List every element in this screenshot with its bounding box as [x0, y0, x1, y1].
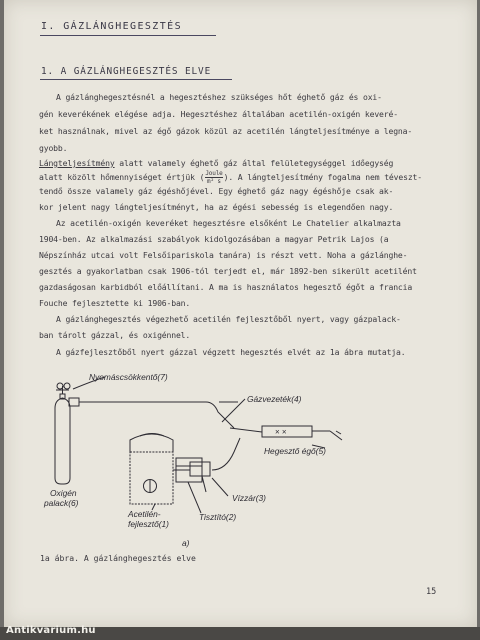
- p3-line-4: gesztés a gyakorlatban csak 1906-tól terjedt el, már 1892-ben sikerült acetilént: [39, 266, 417, 276]
- label-generator-2: fejlesztő(1): [128, 519, 169, 529]
- figure-caption: 1a ábra. A gázlánghegesztés elve: [40, 553, 196, 563]
- label-pressure-reducer: Nyomáscsökkentő(7): [89, 372, 168, 382]
- acetylene-hose: [212, 438, 240, 470]
- p2-line-1-rest: alatt valamely éghető gáz által felületegységgel időegység: [114, 158, 394, 168]
- p3-line-6: Fouche fejlesztette ki 1906-ban.: [39, 298, 191, 308]
- acetylene-generator-icon: [130, 434, 190, 505]
- p1-line-2: gén keverékének elégése adja. Hegesztéshez általában acetilén-oxigén keveré-: [39, 109, 398, 119]
- p3-line-1: Az acetilén-oxigén keveréket hegesztésre elsőként Le Chatelier alkalmazta: [56, 218, 401, 228]
- p3-line-2: 1904-ben. Az alkalmazási szabályok kidolgozásában a magyar Petrik Lajos (a: [39, 234, 389, 244]
- label-welding-torch: Hegesztő égő(5): [264, 446, 326, 456]
- unit-denominator: m² s: [207, 178, 221, 185]
- p1-line-4: gyobb.: [39, 143, 68, 153]
- page-number: 15: [426, 587, 437, 597]
- p3-line-3: Népszínház utcai volt Felsőipariskola tanára) is részt vett. Noha a gázlánghe-: [39, 250, 408, 260]
- torch-marks: × ×: [275, 427, 287, 437]
- purifier-leader: [188, 482, 201, 513]
- p2-line-2-post: ). A lángteljesítmény fogalma nem téveszt-: [223, 172, 422, 182]
- term-langteljesitmeny: Lángteljesítmény: [39, 158, 115, 168]
- label-gas-hose: Gázvezeték(4): [247, 394, 302, 404]
- section-title: 1. A GÁZLÁNGHEGESZTÉS ELVE: [41, 66, 212, 77]
- hose-joint: [230, 428, 262, 432]
- welding-torch-icon: [262, 426, 342, 440]
- label-purifier: Tisztító(2): [199, 512, 237, 522]
- label-water-seal: Vízzár(3): [232, 493, 266, 503]
- p2-line-4: kor jelent nagy lángteljesítményt, ha az égési sebesség is elegendően nagy.: [39, 202, 394, 212]
- p3-line-5: gazdaságosan karbidból előállítani. A ma is használatos hegesztő égőt a francia: [39, 282, 413, 292]
- unit-numerator: Joule: [205, 170, 223, 177]
- p2-line-3: tendő össze valamely gáz égéshőjével. Egy éghető gáz nagy égéshője csak ak-: [39, 186, 394, 196]
- p4-line-1: A gázlánghegesztés végezhető acetilén fejlesztőből nyert, vagy gázpalack-: [56, 314, 401, 324]
- label-subfigure: a): [182, 538, 190, 548]
- label-generator-1: Acetilén-: [128, 509, 161, 519]
- label-oxygen-cylinder-1: Oxigén: [50, 488, 77, 498]
- oxygen-cylinder-icon: [55, 386, 70, 484]
- p1-line-3: ket használnak, mivel az égő gázok közül az acetilén lángteljesítménye a legna-: [39, 126, 413, 136]
- water-seal-leader: [212, 478, 228, 496]
- p4-line-2: ban tárolt gázzal, és oxigénnel.: [39, 330, 191, 340]
- watermark: Antikvarium.hu: [6, 625, 96, 636]
- chapter-title: I. GÁZLÁNGHEGESZTÉS: [41, 21, 182, 32]
- oxygen-hose: [86, 402, 234, 428]
- p2-line-2-pre: alatt közölt hőmennyiséget értjük (: [39, 172, 205, 182]
- label-oxygen-cylinder-2: palack(6): [44, 498, 79, 508]
- p1-line-1: A gázlánghegesztésnél a hegesztéshez szükséges hőt éghető gáz és oxi-: [56, 92, 382, 102]
- p5-line-1: A gázfejlesztőből nyert gázzal végzett hegesztés elvét az 1a ábra mutatja.: [56, 347, 406, 357]
